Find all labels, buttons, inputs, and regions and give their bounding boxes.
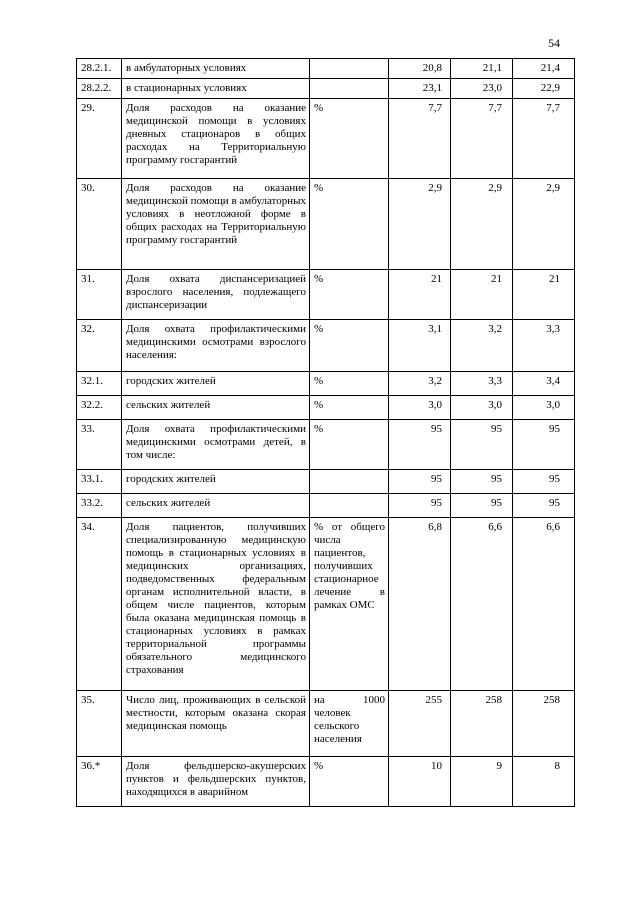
row-number: 29. [77, 99, 122, 179]
unit-of-measure: % [310, 757, 389, 807]
row-number: 33.2. [77, 494, 122, 518]
unit-of-measure: % [310, 270, 389, 320]
unit-of-measure: % от общего числа пациентов, получивших стационарное лечение в рамках ОМС [310, 518, 389, 691]
unit-of-measure: % [310, 320, 389, 372]
unit-of-measure: % [310, 372, 389, 396]
page-number: 54 [548, 36, 560, 50]
value-year-1: 7,7 [389, 99, 451, 179]
indicator-name: Доля пациентов, получивших специализированную медицинскую помощь в стационарных условиях в медицинских организациях, подведомственных федеральным органам исполнительной власти, в общем числе пациентов, которым была оказана медицинская помощь в стационарных условиях в рамках территориальной программы обязательного медицинского страхования [122, 518, 310, 691]
value-year-2: 95 [451, 494, 513, 518]
value-year-3: 95 [513, 420, 575, 470]
table-row [77, 518, 575, 691]
value-year-3: 8 [513, 757, 575, 807]
value-year-2: 3,2 [451, 320, 513, 372]
row-number: 31. [77, 270, 122, 320]
row-number: 30. [77, 179, 122, 270]
value-year-1: 255 [389, 691, 451, 757]
value-year-2: 21,1 [451, 59, 513, 79]
indicator-name: городских жителей [122, 372, 310, 396]
unit-of-measure [310, 79, 389, 99]
value-year-3: 3,4 [513, 372, 575, 396]
unit-of-measure: % [310, 396, 389, 420]
unit-of-measure [310, 470, 389, 494]
value-year-2: 95 [451, 420, 513, 470]
unit-of-measure: % [310, 179, 389, 270]
value-year-2: 3,3 [451, 372, 513, 396]
indicators-table-body [77, 59, 575, 807]
value-year-3: 21 [513, 270, 575, 320]
indicator-name: сельских жителей [122, 396, 310, 420]
table-row [77, 79, 575, 99]
indicator-name: Доля расходов на оказание медицинской помощи в амбулаторных условиях в неотложной форме в общих расходах на Территориальную программу госгарантий [122, 179, 310, 270]
unit-of-measure [310, 494, 389, 518]
indicator-name: сельских жителей [122, 494, 310, 518]
value-year-1: 2,9 [389, 179, 451, 270]
row-number: 34. [77, 518, 122, 691]
value-year-3: 22,9 [513, 79, 575, 99]
value-year-3: 2,9 [513, 179, 575, 270]
value-year-1: 95 [389, 494, 451, 518]
value-year-1: 6,8 [389, 518, 451, 691]
value-year-1: 10 [389, 757, 451, 807]
indicator-name: в стационарных условиях [122, 79, 310, 99]
indicator-name: Доля фельдшерско-акушерских пунктов и фельдшерских пунктов, находящихся в аварийном [122, 757, 310, 807]
value-year-3: 95 [513, 494, 575, 518]
indicator-name: городских жителей [122, 470, 310, 494]
row-number: 28.2.2. [77, 79, 122, 99]
row-number: 28.2.1. [77, 59, 122, 79]
value-year-2: 23,0 [451, 79, 513, 99]
table-row [77, 59, 575, 79]
row-number: 32.1. [77, 372, 122, 396]
value-year-2: 2,9 [451, 179, 513, 270]
value-year-3: 95 [513, 470, 575, 494]
table-row [77, 470, 575, 494]
table-row [77, 420, 575, 470]
value-year-2: 258 [451, 691, 513, 757]
value-year-3: 3,3 [513, 320, 575, 372]
value-year-3: 21,4 [513, 59, 575, 79]
value-year-1: 3,0 [389, 396, 451, 420]
indicator-name: Число лиц, проживающих в сельской местности, которым оказана скорая медицинская помощь [122, 691, 310, 757]
indicator-name: Доля охвата профилактическими медицинскими осмотрами детей, в том числе: [122, 420, 310, 470]
row-number: 33. [77, 420, 122, 470]
value-year-3: 6,6 [513, 518, 575, 691]
unit-of-measure [310, 59, 389, 79]
value-year-1: 3,2 [389, 372, 451, 396]
value-year-3: 7,7 [513, 99, 575, 179]
table-row [77, 99, 575, 179]
value-year-2: 7,7 [451, 99, 513, 179]
value-year-3: 3,0 [513, 396, 575, 420]
value-year-2: 9 [451, 757, 513, 807]
table-row [77, 320, 575, 372]
table-row [77, 270, 575, 320]
table-row [77, 757, 575, 807]
value-year-1: 3,1 [389, 320, 451, 372]
row-number: 32. [77, 320, 122, 372]
value-year-2: 21 [451, 270, 513, 320]
table-row [77, 179, 575, 270]
row-number: 36.* [77, 757, 122, 807]
indicator-name: в амбулаторных условиях [122, 59, 310, 79]
indicator-name: Доля охвата диспансеризацией взрослого населения, подлежащего диспансеризации [122, 270, 310, 320]
row-number: 33.1. [77, 470, 122, 494]
unit-of-measure: % [310, 420, 389, 470]
unit-of-measure: на 1000 человек сельского населения [310, 691, 389, 757]
indicator-name: Доля расходов на оказание медицинской помощи в условиях дневных стационаров в общих расходах на Территориальную программу госгарантий [122, 99, 310, 179]
value-year-2: 3,0 [451, 396, 513, 420]
indicator-name: Доля охвата профилактическими медицинскими осмотрами взрослого населения: [122, 320, 310, 372]
value-year-1: 95 [389, 420, 451, 470]
table-row [77, 494, 575, 518]
row-number: 32.2. [77, 396, 122, 420]
table-row [77, 372, 575, 396]
value-year-2: 6,6 [451, 518, 513, 691]
indicators-table [76, 58, 575, 807]
unit-of-measure: % [310, 99, 389, 179]
value-year-2: 95 [451, 470, 513, 494]
value-year-1: 23,1 [389, 79, 451, 99]
row-number: 35. [77, 691, 122, 757]
table-row [77, 396, 575, 420]
value-year-1: 20,8 [389, 59, 451, 79]
value-year-1: 95 [389, 470, 451, 494]
value-year-3: 258 [513, 691, 575, 757]
table-row [77, 691, 575, 757]
value-year-1: 21 [389, 270, 451, 320]
